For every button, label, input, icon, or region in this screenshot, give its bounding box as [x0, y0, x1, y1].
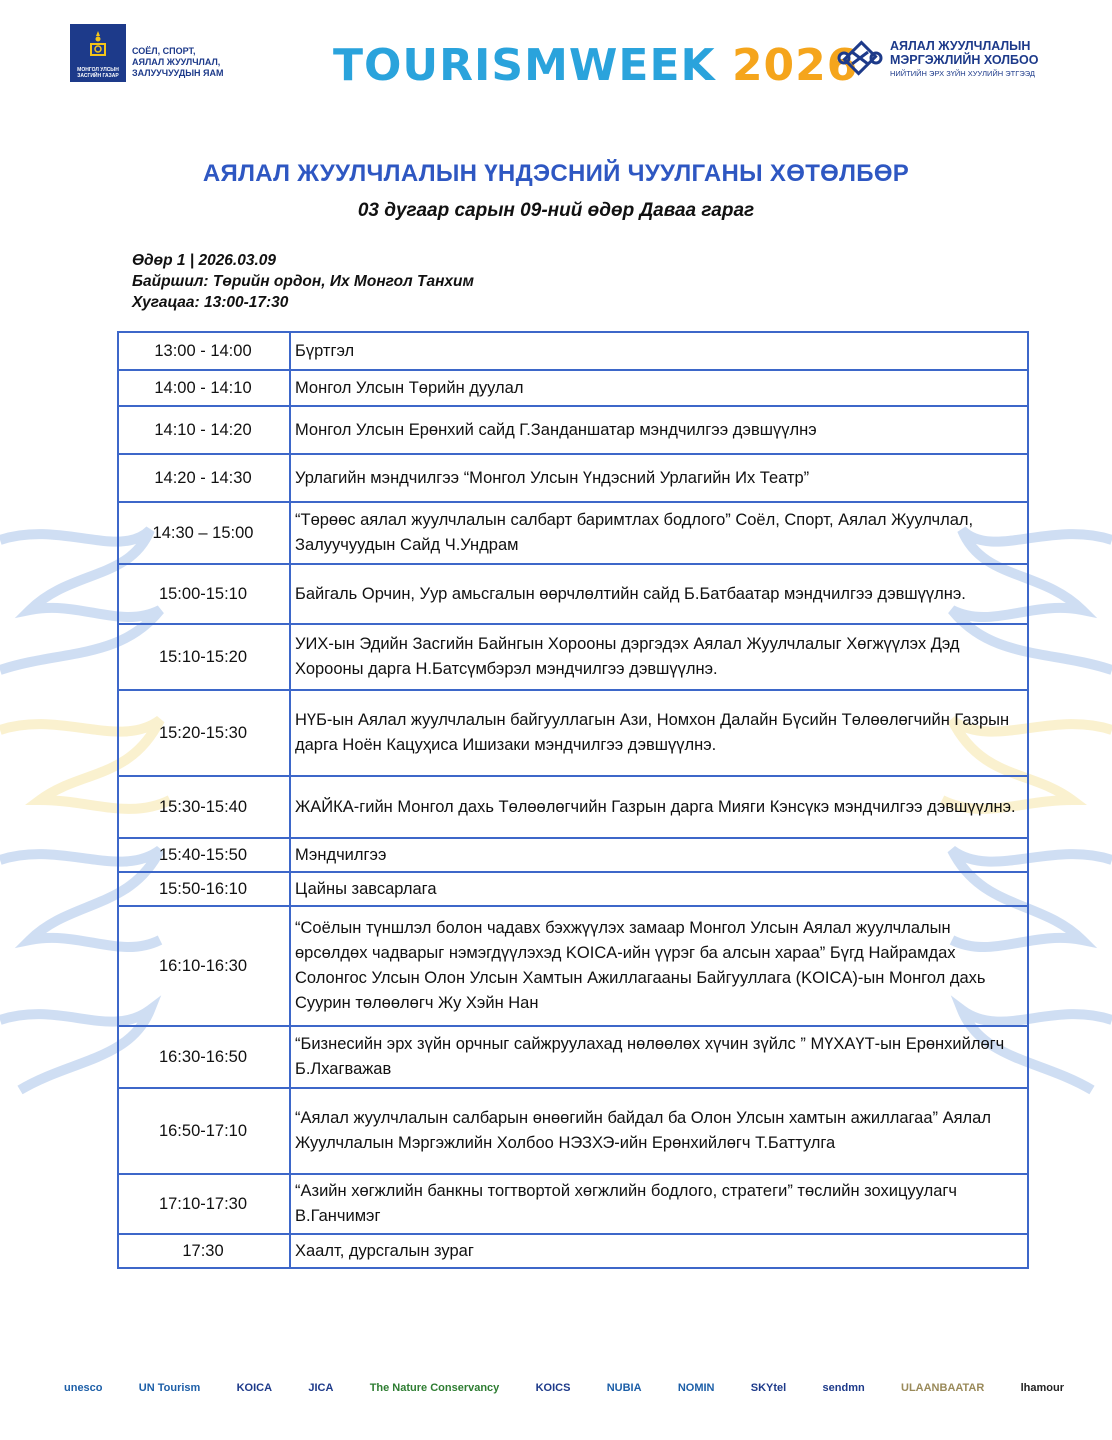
agenda-item: Монгол Улсын Төрийн дуулал — [290, 370, 1028, 406]
agenda-time: 14:00 - 14:10 — [118, 370, 290, 406]
agenda-time: 14:30 – 15:00 — [118, 502, 290, 564]
agenda-time: 16:50-17:10 — [118, 1088, 290, 1174]
agenda-time: 15:10-15:20 — [118, 624, 290, 690]
sponsor-logo: UN Tourism — [138, 1382, 201, 1394]
agenda-item: “Бизнесийн эрх зүйн орчныг сайжруулахад нөлөөлөх хүчин зүйлс ” МҮХАҮТ-ын Ерөнхийлөгч Б.Лхагважав — [290, 1026, 1028, 1088]
agenda-row — [118, 564, 1028, 624]
agenda-item: Бүртгэл — [290, 332, 1028, 370]
sponsor-logo: unesco — [64, 1382, 103, 1394]
event-duration: Хугацаа: 13:00-17:30 — [132, 294, 289, 311]
agenda-row — [118, 1174, 1028, 1234]
agenda-row — [118, 776, 1028, 838]
agenda-time: 17:30 — [118, 1234, 290, 1268]
state-emblem — [70, 24, 126, 82]
agenda-table — [117, 331, 1029, 1269]
event-day: Өдөр 1 | 2026.03.09 — [132, 252, 277, 269]
agenda-time: 15:30-15:40 — [118, 776, 290, 838]
agenda-time: 17:10-17:30 — [118, 1174, 290, 1234]
sponsor-logo: sendmn — [822, 1382, 865, 1394]
sponsor-logo: lhamour — [1020, 1382, 1064, 1394]
agenda-item: Урлагийн мэндчилгээ “Монгол Улсын Үндэсний Урлагийн Их Театр” — [290, 454, 1028, 502]
agenda-item: УИХ-ын Эдийн Засгийн Байнгын Хорооны дэргэдэх Аялал Жуулчлалыг Хөгжүүлэх Дэд Хорооны дарга Н.Батсүмбэрэл мэндчилгээ дэвшүүлнэ. — [290, 624, 1028, 690]
sponsor-logo: The Nature Conservancy — [369, 1382, 500, 1394]
sponsor-logo: NOMIN — [677, 1382, 715, 1394]
agenda-item: “Аялал жуулчлалын салбарын өнөөгийн байдал ба Олон Улсын хамтын ажиллагаа” Аялал Жуулчлалын Мэргэжлийн Холбоо НЭЗХЭ-ийн Ерөнхийлөгч Т.Баттулга — [290, 1088, 1028, 1174]
agenda-item: “Төрөөс аялал жуулчлалын салбарт баримтлах бодлого” Соёл, Спорт, Аялал Жуулчлал, Залуучуудын Сайд Ч.Ундрам — [290, 502, 1028, 564]
ministry-name: СОЁЛ, СПОРТ, АЯЛАЛ ЖУУЛЧЛАЛ, ЗАЛУУЧУУДЫН ЯАМ — [132, 45, 224, 78]
event-info — [132, 250, 474, 313]
page-title: АЯЛАЛ ЖУУЛЧЛАЛЫН ҮНДЭСНИЙ ЧУУЛГАНЫ ХӨТӨЛБӨР — [202, 160, 910, 187]
sponsor-logo: ULAANBAATAR — [901, 1382, 985, 1394]
agenda-row — [118, 1234, 1028, 1268]
agenda-row — [118, 406, 1028, 454]
agenda-item: Цайны завсарлага — [290, 872, 1028, 906]
event-location: Байршил: Төрийн ордон, Их Монгол Танхим — [132, 273, 474, 290]
agenda-time: 15:40-15:50 — [118, 838, 290, 872]
agenda-row — [118, 370, 1028, 406]
agenda-item: “Азийн хөгжлийн банкны тогтвортой хөгжлийн бодлого, стратеги” төслийн зохицуулагч В.Ганчимэг — [290, 1174, 1028, 1234]
agenda-item: НҮБ-ын Аялал жуулчлалын байгууллагын Ази, Номхон Далайн Бүсийн Төлөөлөгчийн Газрын дарга Ноён Кацуҳиса Ишизаки мэндчилгээ дэвшүүлнэ. — [290, 690, 1028, 776]
agenda-row — [118, 1088, 1028, 1174]
agenda-row — [118, 872, 1028, 906]
agenda-item: ЖАЙКА-гийн Монгол дахь Төлөөлөгчийн Газрын дарга Мияги Кэнсүкэ мэндчилгээ дэвшүүлнэ. — [290, 776, 1028, 838]
agenda-item: “Соёлын түншлэл болон чадавх бэхжүүлэх замаар Монгол Улсын Аялал жуулчлалын өрсөлдөх чадварыг нэмэгдүүлэхэд KOICA-ийн үүрэг ба алсын хараа” Бүгд Найрамдах Солонгос Улсын Олон Улсын Хамтын Ажиллагааны Байгууллага (KOICA)-ын Монгол дахь Суурин төлөөлөгч Жу Хэйн Нан — [290, 906, 1028, 1026]
association-logo — [836, 38, 1038, 78]
agenda-row — [118, 502, 1028, 564]
agenda-item: Монгол Улсын Ерөнхий сайд Г.Занданшатар мэндчилгээ дэвшүүлнэ — [290, 406, 1028, 454]
sponsor-logos — [64, 1368, 1064, 1408]
sponsor-logo: SKYtel — [750, 1382, 787, 1394]
agenda-time: 13:00 - 14:00 — [118, 332, 290, 370]
sponsor-logo: JICA — [308, 1382, 334, 1394]
agenda-item: Байгаль Орчин, Уур амьсгалын өөрчлөлтийн сайд Б.Батбаатар мэндчилгээ дэвшүүлнэ. — [290, 564, 1028, 624]
emblem-caption: МОНГОЛ УЛСЫН ЗАСГИЙН ГАЗАР — [77, 67, 119, 79]
agenda-row — [118, 838, 1028, 872]
association-name-line1: АЯЛАЛ ЖУУЛЧЛАЛЫН — [890, 38, 1031, 53]
event-title — [333, 40, 858, 91]
agenda-time: 14:10 - 14:20 — [118, 406, 290, 454]
agenda-time: 14:20 - 14:30 — [118, 454, 290, 502]
agenda-item: Хаалт, дурсгалын зураг — [290, 1234, 1028, 1268]
agenda-time: 15:50-16:10 — [118, 872, 290, 906]
event-title-year: 2026 — [715, 40, 859, 91]
agenda-row — [118, 332, 1028, 370]
agenda-time: 16:30-16:50 — [118, 1026, 290, 1088]
agenda-row — [118, 906, 1028, 1026]
sponsor-logo: KOICA — [236, 1382, 273, 1394]
association-subtitle: НИЙТИЙН ЭРХ ЗҮЙН ХУУЛИЙН ЭТГЭЭД — [890, 68, 1035, 78]
agenda-row — [118, 690, 1028, 776]
agenda-row — [118, 1026, 1028, 1088]
agenda-row — [118, 454, 1028, 502]
association-name-line2: МЭРГЭЖЛИЙН ХОЛБОО — [890, 52, 1039, 67]
agenda-time: 15:20-15:30 — [118, 690, 290, 776]
page-subtitle: 03 дугаар сарын 09-ний өдөр Даваа гараг — [357, 200, 755, 221]
agenda-time: 16:10-16:30 — [118, 906, 290, 1026]
agenda-item: Мэндчилгээ — [290, 838, 1028, 872]
sponsor-logo: NUBIA — [606, 1382, 642, 1394]
agenda-row — [118, 624, 1028, 690]
event-title-name: TOURISMWEEK — [333, 40, 716, 91]
endless-knot-icon — [836, 38, 884, 78]
sponsor-logo: KOICS — [535, 1382, 571, 1394]
agenda-time: 15:00-15:10 — [118, 564, 290, 624]
soyombo-icon — [88, 30, 108, 60]
ministry-logo — [70, 24, 224, 82]
